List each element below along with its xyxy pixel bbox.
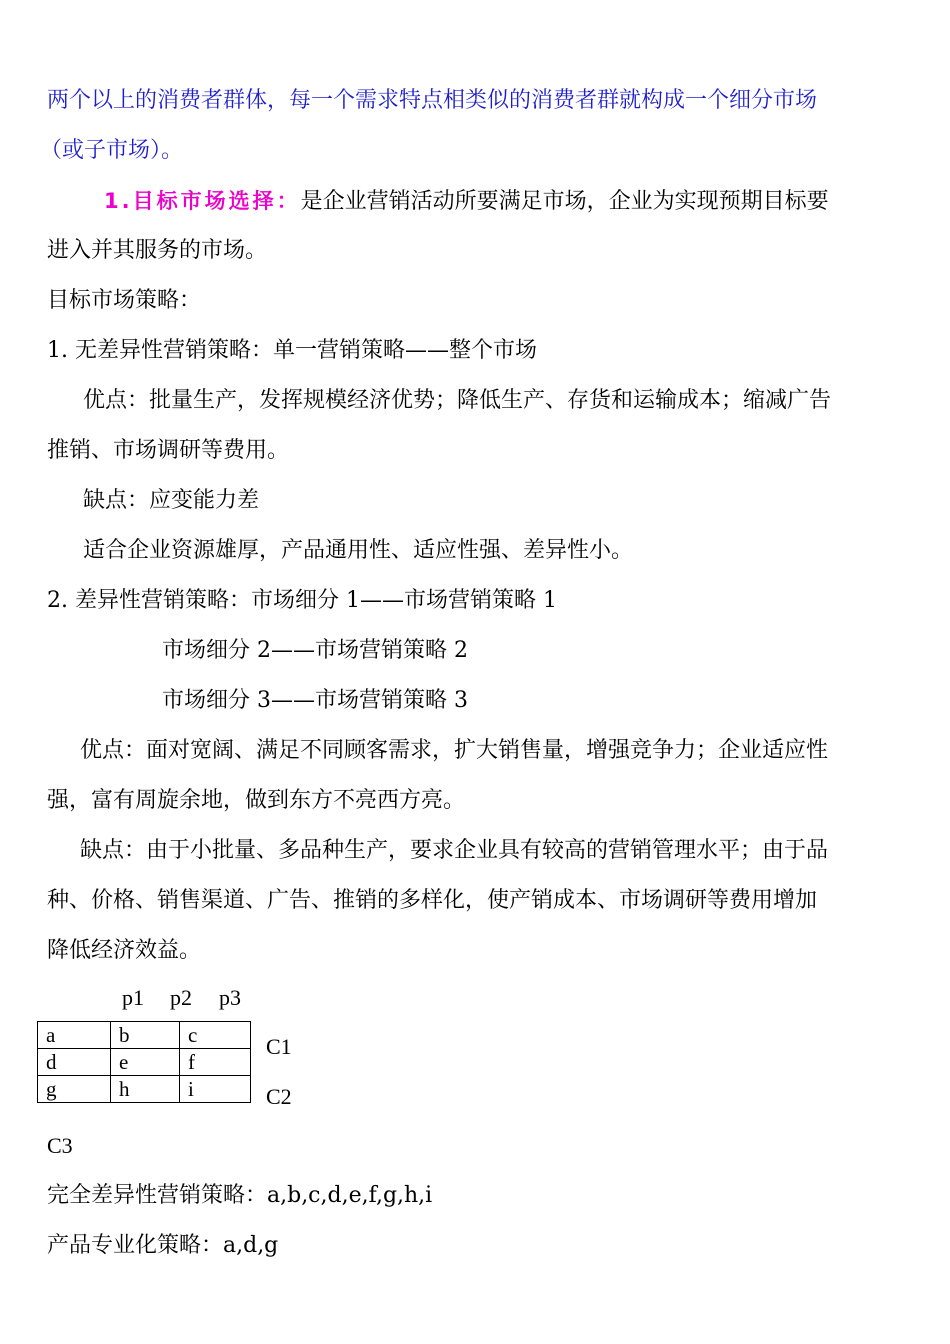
section-heading: 1.目标市场选择： [104, 189, 301, 213]
matrix-cell: i [180, 1076, 251, 1103]
matrix-column-header: p3 [219, 985, 241, 1010]
strategy-matrix [37, 1021, 251, 1103]
paragraph-line: 强，富有周旋余地，做到东方不亮西方亮。 [47, 788, 466, 813]
paragraph-line: 两个以上的消费者群体，每一个需求特点相类似的消费者群就构成一个细分市场 [47, 88, 818, 113]
table-row [38, 1022, 251, 1049]
table-row [38, 1076, 251, 1103]
matrix-cell: a [38, 1022, 111, 1049]
matrix-row-label: C1 [266, 1034, 292, 1059]
section-text: 是企业营销活动所要满足市场，企业为实现预期目标要 [300, 189, 829, 214]
matrix-cell: g [38, 1076, 111, 1103]
paragraph-line: 优点：批量生产，发挥规模经济优势；降低生产、存货和运输成本；缩减广告 [83, 388, 832, 413]
matrix-column-header: p2 [170, 985, 192, 1010]
paragraph-line: 缺点：由于小批量、多品种生产，要求企业具有较高的营销管理水平；由于品 [80, 838, 829, 863]
paragraph-line: 种、价格、销售渠道、广告、推销的多样化，使产销成本、市场调研等费用增加 [47, 888, 818, 913]
paragraph-line: 市场细分 3——市场营销策略 3 [162, 688, 468, 713]
matrix-cell: f [180, 1049, 251, 1076]
paragraph-line: 目标市场策略： [47, 288, 202, 313]
paragraph-line: 产品专业化策略：a,d,g [47, 1233, 279, 1258]
matrix-cell: b [111, 1022, 180, 1049]
paragraph-line: 市场细分 2——市场营销策略 2 [162, 638, 468, 663]
paragraph-line: 推销、市场调研等费用。 [47, 438, 290, 463]
matrix-cell: d [38, 1049, 111, 1076]
paragraph-line: 适合企业资源雄厚，产品通用性、适应性强、差异性小。 [83, 538, 634, 563]
paragraph-line: 缺点：应变能力差 [83, 488, 260, 513]
matrix-row-label: C2 [266, 1084, 292, 1109]
paragraph-line: 1. 无差异性营销策略：单一营销策略——整个市场 [47, 338, 537, 363]
table-row [38, 1049, 251, 1076]
paragraph-line: 降低经济效益。 [47, 938, 202, 963]
matrix-cell: c [180, 1022, 251, 1049]
paragraph-line: C3 [47, 1133, 73, 1158]
paragraph-line: 优点：面对宽阔、满足不同顾客需求，扩大销售量，增强竞争力；企业适应性 [80, 738, 829, 763]
matrix-column-header: p1 [122, 985, 144, 1010]
paragraph-line: 进入并其服务的市场。 [47, 238, 268, 263]
paragraph-line: 完全差异性营销策略：a,b,c,d,e,f,g,h,i [47, 1183, 433, 1208]
paragraph-line: （或子市场）。 [40, 138, 184, 163]
paragraph-line: 2. 差异性营销策略：市场细分 1——市场营销策略 1 [47, 588, 557, 613]
matrix-cell: e [111, 1049, 180, 1076]
matrix-cell: h [111, 1076, 180, 1103]
section-line [104, 186, 905, 217]
